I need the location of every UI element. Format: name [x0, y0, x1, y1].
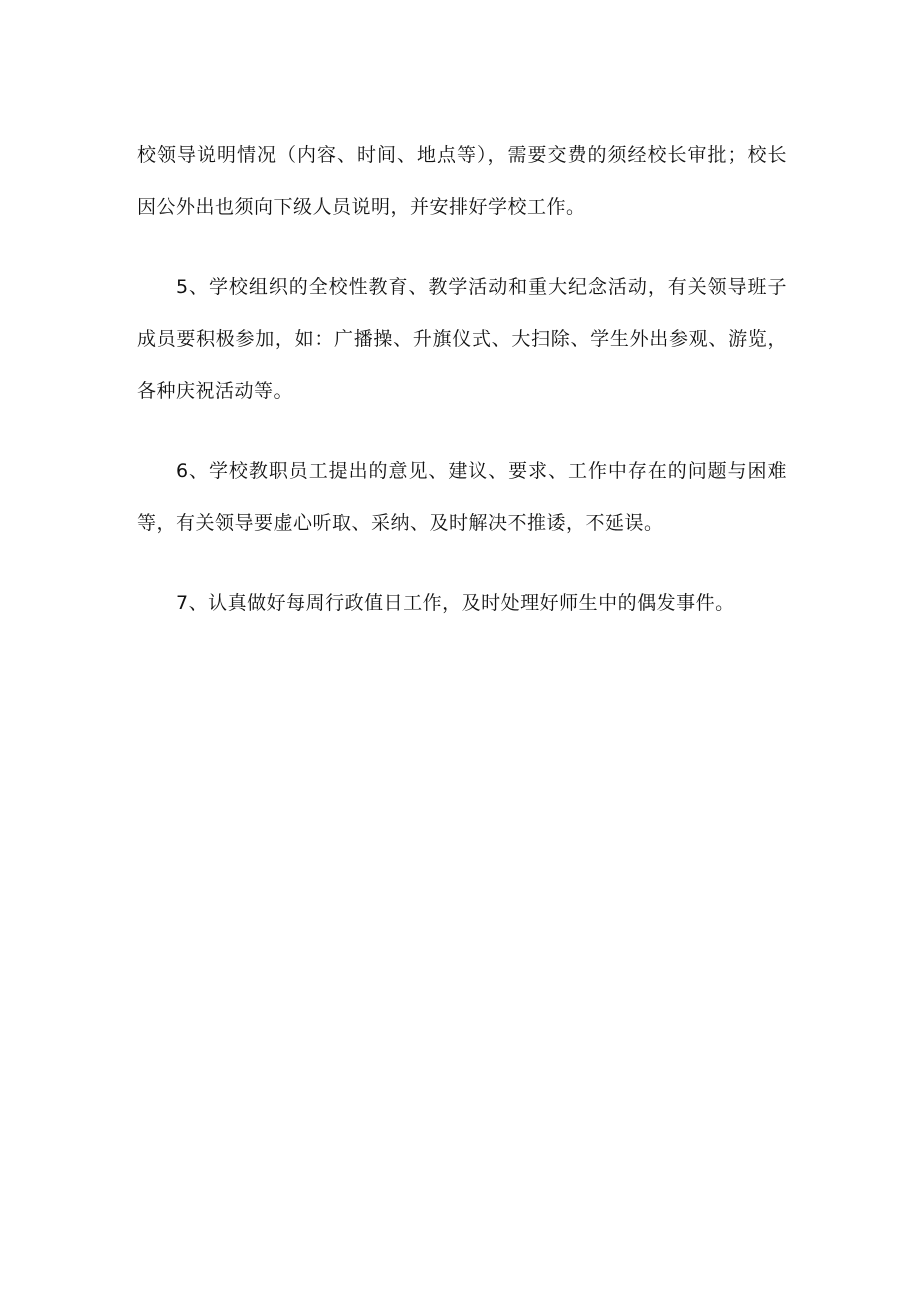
paragraph-gap: [137, 549, 787, 577]
paragraph-item-6: 6、学校教职员工提出的意见、建议、要求、工作中存在的问题与困难等，有关领导要虚心听取、采纳、及时解决不推诿，不延误。: [137, 460, 787, 534]
paragraph-gap: [137, 233, 787, 261]
paragraph-continuation: 校领导说明情况（内容、时间、地点等），需要交费的须经校长审批；校长因公外出也须向下级人员说明，并安排好学校工作。: [137, 144, 787, 218]
document-body: [137, 129, 787, 629]
paragraph-item-7: 7、认真做好每周行政值日工作，及时处理好师生中的偶发事件。: [176, 592, 735, 614]
paragraph-item-5: 5、学校组织的全校性教育、教学活动和重大纪念活动，有关领导班子成员要积极参加，如：广播操、升旗仪式、大扫除、学生外出参观、游览，各种庆祝活动等。: [137, 276, 787, 402]
paragraph-gap: [137, 417, 787, 445]
